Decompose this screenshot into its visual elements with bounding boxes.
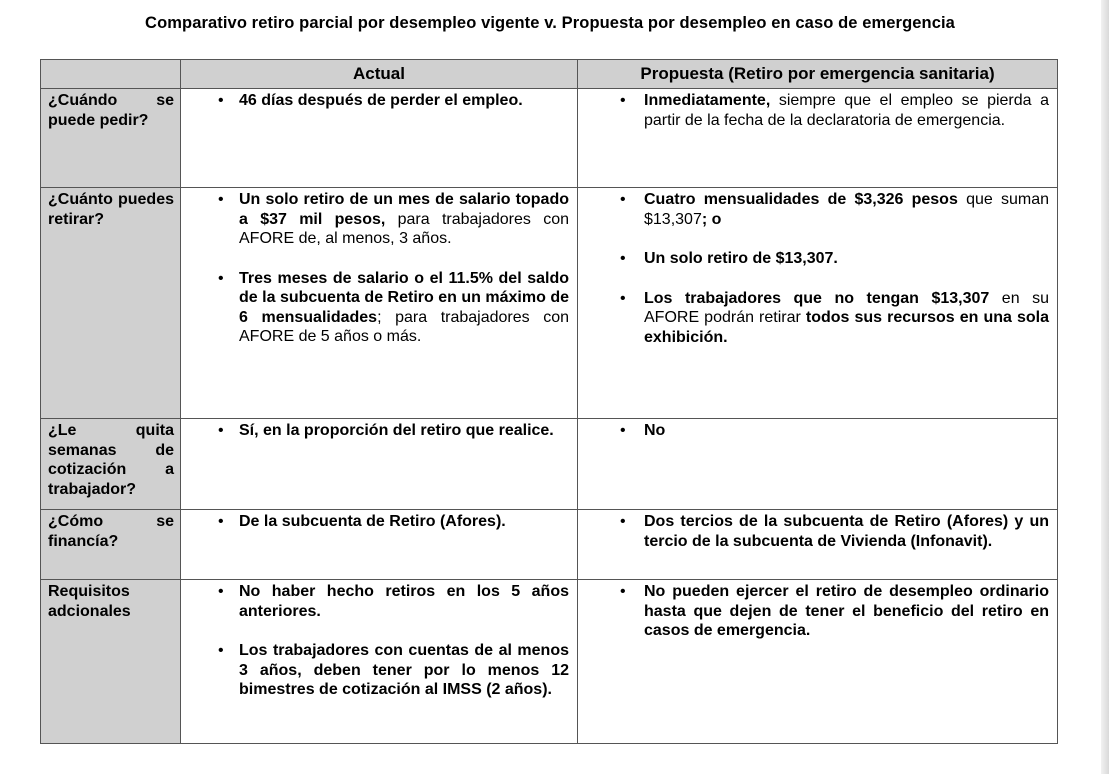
row-label: ¿Cuándo se puede pedir? bbox=[41, 89, 181, 188]
text-segment: ; o bbox=[701, 210, 722, 228]
bullet-icon: • bbox=[620, 191, 626, 208]
text-segment: Los trabajadores con cuentas de al menos 3 años, deben tener por lo menos 12 bimestres de cotización al IMSS (2 años). bbox=[239, 642, 569, 698]
text-segment: Inmediatamente, bbox=[644, 92, 771, 109]
text-segment: siempre que el empleo se pierda a partir de la fecha de la declaratoria de emergencia. bbox=[644, 92, 1049, 129]
propuesta-list bbox=[584, 582, 1049, 641]
actual-list bbox=[187, 421, 569, 441]
bullet-icon: • bbox=[620, 92, 626, 109]
text-segment: No haber hecho retiros en los 5 años anteriores. bbox=[239, 583, 569, 620]
list-item bbox=[187, 269, 569, 347]
actual-list bbox=[187, 91, 569, 111]
page-edge-shadow bbox=[1101, 0, 1109, 774]
bullet-icon: • bbox=[620, 250, 626, 267]
text-segment: De la subcuenta de Retiro (Afores). bbox=[239, 513, 506, 530]
bullet-icon: • bbox=[620, 513, 626, 530]
table-row bbox=[41, 188, 1058, 419]
actual-list bbox=[187, 190, 569, 347]
actual-cell bbox=[181, 580, 578, 744]
bullet-icon: • bbox=[218, 583, 224, 600]
bullet-icon: • bbox=[620, 583, 626, 600]
text-segment: para trabajadores con AFORE de, al menos, 3 años. bbox=[239, 210, 569, 247]
table-row bbox=[41, 89, 1058, 188]
table-row bbox=[41, 580, 1058, 744]
propuesta-cell bbox=[578, 188, 1058, 419]
bullet-icon: • bbox=[620, 289, 626, 307]
propuesta-cell bbox=[578, 419, 1058, 510]
table-row bbox=[41, 419, 1058, 510]
document-title: Comparativo retiro parcial por desempleo vigente v. Propuesta por desempleo en caso de emergencia bbox=[145, 14, 955, 32]
text-segment: No pueden ejercer el retiro de desempleo ordinario hasta que dejen de tener el beneficio del retiro en casos de emergencia. bbox=[644, 583, 1049, 639]
text-segment: Sí, en la proporción del retiro que realice. bbox=[239, 422, 554, 439]
row-label: ¿Cómo se financía? bbox=[41, 510, 181, 580]
text-segment: Un solo retiro de $13,307. bbox=[644, 250, 838, 267]
actual-list bbox=[187, 512, 569, 532]
list-item bbox=[584, 249, 1049, 269]
bullet-icon: • bbox=[218, 269, 224, 287]
propuesta-cell bbox=[578, 510, 1058, 580]
list-item bbox=[584, 582, 1049, 641]
actual-list bbox=[187, 582, 569, 700]
bullet-icon: • bbox=[218, 513, 224, 530]
list-item bbox=[584, 190, 1049, 229]
actual-cell bbox=[181, 510, 578, 580]
text-segment: Un solo retiro de un mes de salario topado a $37 mil pesos, bbox=[239, 191, 569, 228]
bullet-icon: • bbox=[218, 642, 224, 659]
header-actual: Actual bbox=[181, 60, 578, 89]
propuesta-cell bbox=[578, 580, 1058, 744]
list-item bbox=[187, 641, 569, 700]
comparison-table bbox=[40, 59, 1058, 744]
list-item bbox=[187, 582, 569, 621]
propuesta-list bbox=[584, 91, 1049, 130]
propuesta-list bbox=[584, 190, 1049, 347]
text-segment: Cuatro mensualidades de $3,326 pesos bbox=[644, 191, 958, 208]
text-segment: ; para trabajadores con AFORE de 5 años o más. bbox=[239, 308, 569, 345]
list-item bbox=[187, 421, 569, 441]
row-label: Requisitos adcionales bbox=[41, 580, 181, 744]
propuesta-list bbox=[584, 512, 1049, 551]
bullet-icon: • bbox=[218, 191, 224, 208]
row-label: ¿Cuánto puedes retirar? bbox=[41, 188, 181, 419]
actual-cell bbox=[181, 419, 578, 510]
text-segment: Los trabajadores que no tengan $13,307 bbox=[644, 289, 990, 307]
list-item bbox=[187, 512, 569, 532]
text-segment: en su AFORE podrán retirar bbox=[644, 289, 1050, 326]
text-segment: todos sus recursos en una sola exhibición. bbox=[644, 309, 1049, 346]
list-item bbox=[187, 91, 569, 111]
propuesta-cell bbox=[578, 89, 1058, 188]
text-segment: 46 días después de perder el empleo. bbox=[239, 92, 523, 109]
text-segment: que suman $13,307 bbox=[644, 191, 1049, 228]
list-item bbox=[584, 512, 1049, 551]
header-propuesta: Propuesta (Retiro por emergencia sanitaria) bbox=[578, 60, 1058, 89]
propuesta-list bbox=[584, 421, 1049, 441]
text-segment: Tres meses de salario o el 11.5% del saldo de la subcuenta de Retiro en un máximo de 6 mensualidades bbox=[239, 269, 569, 326]
list-item bbox=[584, 91, 1049, 130]
bullet-icon: • bbox=[620, 422, 626, 439]
row-label: ¿Le quita semanas de cotización a trabajador? bbox=[41, 419, 181, 510]
bullet-icon: • bbox=[218, 92, 224, 109]
header-row bbox=[41, 60, 1058, 89]
actual-cell bbox=[181, 188, 578, 419]
list-item bbox=[187, 190, 569, 249]
list-item bbox=[584, 421, 1049, 441]
header-blank bbox=[41, 60, 181, 89]
table-row bbox=[41, 510, 1058, 580]
bullet-icon: • bbox=[218, 422, 224, 439]
actual-cell bbox=[181, 89, 578, 188]
text-segment: No bbox=[644, 422, 666, 439]
list-item bbox=[584, 289, 1049, 348]
text-segment: Dos tercios de la subcuenta de Retiro (Afores) y un tercio de la subcuenta de Vivienda (Infonavit). bbox=[644, 513, 1049, 550]
